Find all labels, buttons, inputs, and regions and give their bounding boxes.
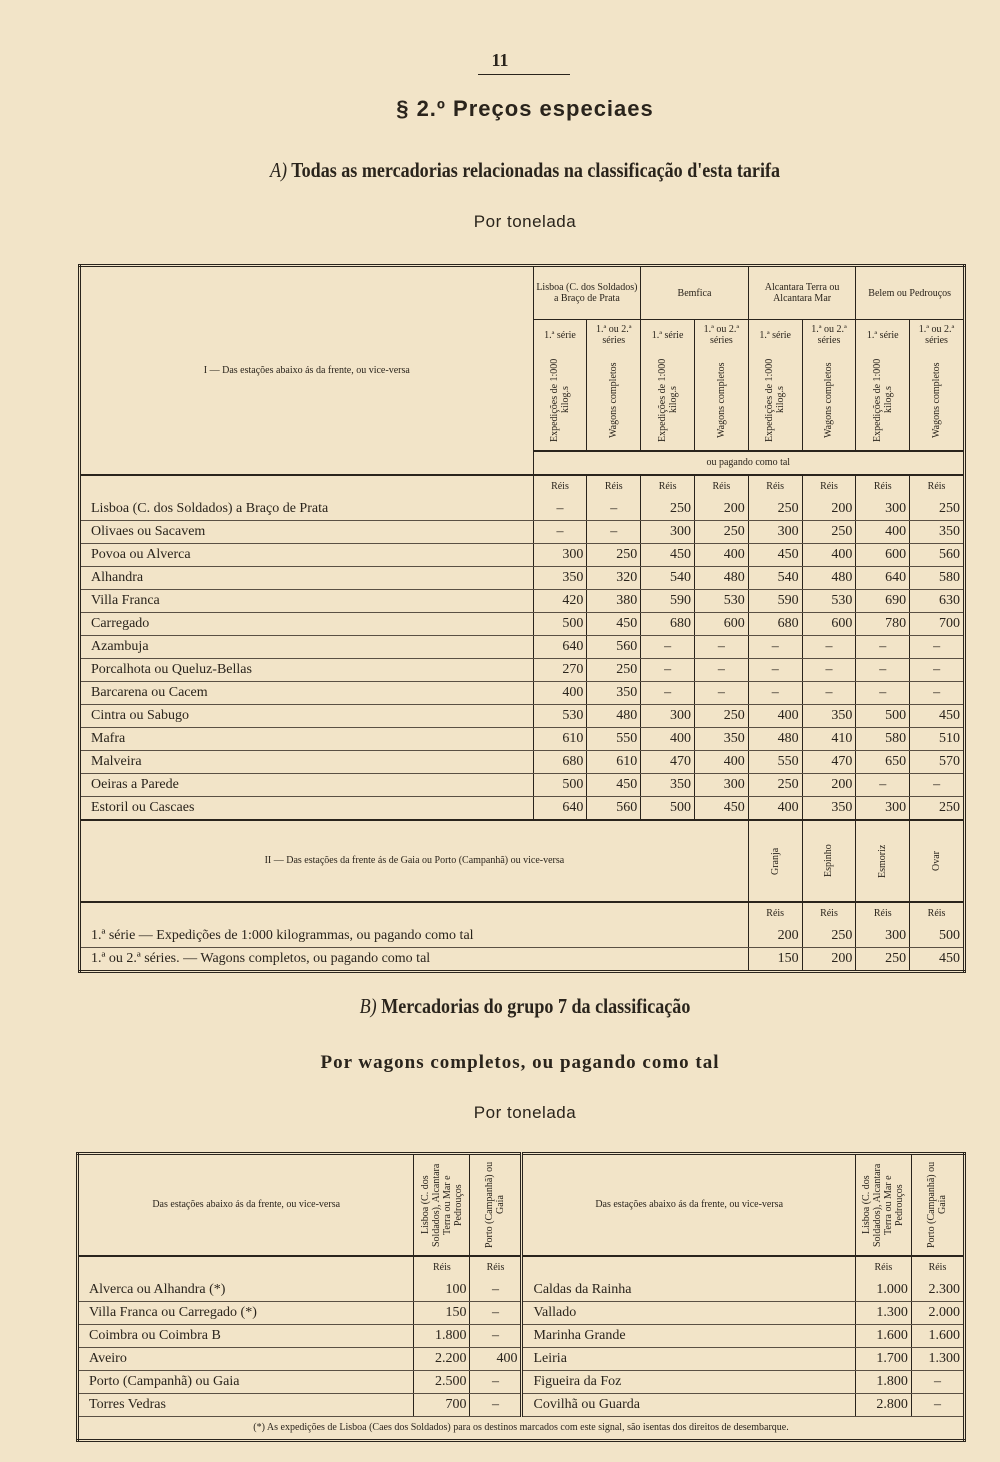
table-a-header-label: I — Das estações abaixo ás da frente, ou vice-versa bbox=[203, 364, 410, 376]
price-cell: 680 bbox=[641, 613, 695, 636]
price-cell: 450 bbox=[587, 774, 641, 797]
exped-header: Expedições de 1:000 kilog.s bbox=[641, 350, 695, 451]
serie-header: 1.ª ou 2.ª séries bbox=[694, 320, 748, 351]
price-cell: 500 bbox=[641, 797, 695, 821]
price-cell: 400 bbox=[748, 797, 802, 821]
reis-label: Réis bbox=[802, 475, 856, 498]
price-cell: 350 bbox=[802, 705, 856, 728]
price-cell: 400 bbox=[694, 544, 748, 567]
price-cell: 450 bbox=[694, 797, 748, 821]
row-label: 1.ª série — Expedições de 1:000 kilogrammas, ou pagando como tal bbox=[80, 925, 749, 948]
price-cell: – bbox=[748, 682, 802, 705]
price-cell: 350 bbox=[641, 774, 695, 797]
price-cell: 400 bbox=[533, 682, 587, 705]
price-cell: 300 bbox=[748, 521, 802, 544]
price-cell: – bbox=[533, 498, 587, 521]
price-cell: – bbox=[802, 682, 856, 705]
table-row bbox=[80, 948, 965, 972]
reis-label: Réis bbox=[910, 475, 965, 498]
price-cell: 1.600 bbox=[911, 1325, 964, 1348]
row-label: Mafra bbox=[80, 728, 534, 751]
serie-header: 1.ª ou 2.ª séries bbox=[802, 320, 856, 351]
row-label: Olivaes ou Sacavem bbox=[80, 521, 534, 544]
reis-label: Réis bbox=[910, 902, 965, 925]
exped-header: Expedições de 1:000 kilog.s bbox=[533, 350, 587, 451]
part2-station: Espinho bbox=[802, 820, 856, 902]
table-row bbox=[80, 705, 965, 728]
price-cell: 350 bbox=[533, 567, 587, 590]
price-cell: – bbox=[470, 1394, 522, 1417]
table-row bbox=[80, 682, 965, 705]
price-cell: 300 bbox=[856, 797, 910, 821]
price-cell: 700 bbox=[414, 1394, 470, 1417]
row-label: Oeiras a Parede bbox=[80, 774, 534, 797]
price-cell: 680 bbox=[748, 613, 802, 636]
row-label: Torres Vedras bbox=[78, 1394, 414, 1417]
unit-b: Por tonelada bbox=[473, 1103, 577, 1122]
reis-label: Réis bbox=[855, 1256, 911, 1279]
price-cell: – bbox=[587, 498, 641, 521]
row-label: Marinha Grande bbox=[522, 1325, 855, 1348]
price-cell: – bbox=[910, 682, 965, 705]
price-cell: 400 bbox=[802, 544, 856, 567]
price-cell: 350 bbox=[587, 682, 641, 705]
price-cell: 1.000 bbox=[855, 1279, 911, 1302]
price-cell: 450 bbox=[910, 705, 965, 728]
price-cell: 480 bbox=[748, 728, 802, 751]
price-cell: 250 bbox=[587, 544, 641, 567]
price-cell: 400 bbox=[470, 1348, 522, 1371]
tariff-table-b bbox=[76, 1152, 966, 1442]
serie-header: 1.ª série bbox=[748, 320, 802, 351]
table-row bbox=[80, 751, 965, 774]
reis-label: Réis bbox=[856, 902, 910, 925]
price-cell: 450 bbox=[910, 948, 965, 972]
price-cell: – bbox=[470, 1279, 522, 1302]
price-cell: – bbox=[694, 636, 748, 659]
price-cell: 150 bbox=[414, 1302, 470, 1325]
price-cell: 250 bbox=[856, 948, 910, 972]
price-cell: 530 bbox=[533, 705, 587, 728]
wagons-header: Wagons completos bbox=[802, 350, 856, 451]
page-number: 11 bbox=[491, 50, 509, 70]
reis-label: Réis bbox=[802, 902, 856, 925]
col-lisboa-header: Lisboa (C. dos Soldados), Alcantara Terra ou Mar e Pedrouços bbox=[414, 1154, 470, 1257]
table-row bbox=[78, 1302, 965, 1325]
price-cell: 300 bbox=[641, 705, 695, 728]
price-cell: 510 bbox=[910, 728, 965, 751]
price-cell: 600 bbox=[856, 544, 910, 567]
price-cell: 250 bbox=[694, 705, 748, 728]
part2-station: Ovar bbox=[910, 820, 965, 902]
station-header: Lisboa (C. dos Soldados) a Braço de Prata bbox=[533, 266, 641, 320]
price-cell: 450 bbox=[748, 544, 802, 567]
row-label: Lisboa (C. dos Soldados) a Braço de Prata bbox=[80, 498, 534, 521]
price-cell: – bbox=[470, 1325, 522, 1348]
price-cell: 250 bbox=[910, 498, 965, 521]
price-cell: 450 bbox=[587, 613, 641, 636]
price-cell: – bbox=[470, 1371, 522, 1394]
subsection-a-letter: A) bbox=[269, 158, 288, 182]
price-cell: 570 bbox=[910, 751, 965, 774]
table-row bbox=[78, 1325, 965, 1348]
price-cell: 640 bbox=[533, 797, 587, 821]
price-cell: 640 bbox=[533, 636, 587, 659]
price-cell: 500 bbox=[533, 613, 587, 636]
table-row bbox=[80, 797, 965, 821]
price-cell: 200 bbox=[802, 498, 856, 521]
price-cell: 580 bbox=[910, 567, 965, 590]
table-row bbox=[78, 1279, 965, 1302]
wagons-header: Wagons completos bbox=[587, 350, 641, 451]
page-number-rule bbox=[478, 74, 570, 75]
price-cell: – bbox=[694, 682, 748, 705]
price-cell: 480 bbox=[802, 567, 856, 590]
price-cell: 300 bbox=[856, 925, 910, 948]
price-cell: 2.300 bbox=[911, 1279, 964, 1302]
row-label: Alverca ou Alhandra (*) bbox=[78, 1279, 414, 1302]
reis-label: Réis bbox=[587, 475, 641, 498]
price-cell: 380 bbox=[587, 590, 641, 613]
price-cell: 540 bbox=[641, 567, 695, 590]
reis-label: Réis bbox=[641, 475, 695, 498]
price-cell: 250 bbox=[694, 521, 748, 544]
price-cell: 560 bbox=[587, 636, 641, 659]
price-cell: – bbox=[910, 636, 965, 659]
part2-label: II — Das estações da frente ás de Gaia ou Porto (Campanhã) ou vice-versa bbox=[80, 820, 749, 902]
subsection-a-title bbox=[74, 158, 977, 183]
ou-pagando-note: ou pagando como tal bbox=[533, 451, 964, 475]
price-cell: 1.700 bbox=[855, 1348, 911, 1371]
wagons-heading: Por wagons completos, ou pagando como tal bbox=[320, 1052, 720, 1073]
unit-a: Por tonelada bbox=[473, 212, 577, 231]
price-cell: 2.000 bbox=[911, 1302, 964, 1325]
price-cell: 2.800 bbox=[855, 1394, 911, 1417]
price-cell: 350 bbox=[694, 728, 748, 751]
price-cell: – bbox=[470, 1302, 522, 1325]
subsection-b-text: Mercadorias do grupo 7 da classificação bbox=[381, 994, 691, 1018]
price-cell: 350 bbox=[910, 521, 965, 544]
table-row bbox=[80, 659, 965, 682]
row-label: Azambuja bbox=[80, 636, 534, 659]
price-cell: 300 bbox=[641, 521, 695, 544]
table-b-right-header: Das estações abaixo ás da frente, ou vice-versa bbox=[522, 1154, 855, 1257]
tariff-table-a bbox=[78, 264, 966, 973]
price-cell: 400 bbox=[694, 751, 748, 774]
price-cell: – bbox=[587, 521, 641, 544]
table-row bbox=[80, 925, 965, 948]
price-cell: 480 bbox=[694, 567, 748, 590]
row-label: 1.ª ou 2.ª séries. — Wagons completos, ou pagando como tal bbox=[80, 948, 749, 972]
price-cell: 600 bbox=[694, 613, 748, 636]
reis-spacer bbox=[522, 1256, 855, 1279]
col-porto-header: Porto (Campanhã) ou Gaia bbox=[911, 1154, 964, 1257]
price-cell: 650 bbox=[856, 751, 910, 774]
serie-header: 1.ª série bbox=[533, 320, 587, 351]
row-label: Barcarena ou Cacem bbox=[80, 682, 534, 705]
price-cell: 200 bbox=[694, 498, 748, 521]
price-cell: 250 bbox=[641, 498, 695, 521]
price-cell: 500 bbox=[533, 774, 587, 797]
row-label: Porto (Campanhã) ou Gaia bbox=[78, 1371, 414, 1394]
price-cell: 630 bbox=[910, 590, 965, 613]
price-cell: 2.200 bbox=[414, 1348, 470, 1371]
reis-spacer bbox=[78, 1256, 414, 1279]
serie-header: 1.ª série bbox=[641, 320, 695, 351]
table-b-left-header: Das estações abaixo ás da frente, ou vice-versa bbox=[152, 1199, 341, 1210]
footnote: (*) As expedições de Lisboa (Caes dos Soldados) para os destinos marcados com este signal, são isentas dos direitos de desembarque. bbox=[78, 1417, 965, 1441]
row-label: Figueira da Foz bbox=[522, 1371, 855, 1394]
station-header: Alcantara Terra ou Alcantara Mar bbox=[748, 266, 856, 320]
price-cell: 200 bbox=[802, 774, 856, 797]
row-label: Vallado bbox=[522, 1302, 855, 1325]
price-cell: – bbox=[856, 636, 910, 659]
price-cell: – bbox=[910, 659, 965, 682]
price-cell: 500 bbox=[910, 925, 965, 948]
price-cell: – bbox=[911, 1394, 964, 1417]
price-cell: 320 bbox=[587, 567, 641, 590]
table-row bbox=[80, 613, 965, 636]
part2-station: Granja bbox=[748, 820, 802, 902]
col-porto-header: Porto (Campanhã) ou Gaia bbox=[470, 1154, 522, 1257]
price-cell: – bbox=[748, 636, 802, 659]
price-cell: 2.500 bbox=[414, 1371, 470, 1394]
price-cell: – bbox=[641, 659, 695, 682]
wagons-header: Wagons completos bbox=[694, 350, 748, 451]
reis-label: Réis bbox=[911, 1256, 964, 1279]
price-cell: 420 bbox=[533, 590, 587, 613]
price-cell: 1.300 bbox=[855, 1302, 911, 1325]
table-row bbox=[80, 774, 965, 797]
price-cell: 400 bbox=[856, 521, 910, 544]
price-cell: 690 bbox=[856, 590, 910, 613]
price-cell: 250 bbox=[748, 498, 802, 521]
price-cell: 150 bbox=[748, 948, 802, 972]
reis-spacer bbox=[80, 902, 749, 925]
reis-label: Réis bbox=[748, 475, 802, 498]
price-cell: – bbox=[856, 659, 910, 682]
price-cell: 780 bbox=[856, 613, 910, 636]
price-cell: 1.800 bbox=[414, 1325, 470, 1348]
price-cell: 590 bbox=[748, 590, 802, 613]
price-cell: – bbox=[694, 659, 748, 682]
row-label: Villa Franca bbox=[80, 590, 534, 613]
price-cell: 560 bbox=[910, 544, 965, 567]
station-header: Bemfica bbox=[641, 266, 749, 320]
price-cell: 480 bbox=[587, 705, 641, 728]
wagons-header: Wagons completos bbox=[910, 350, 965, 451]
table-row bbox=[80, 544, 965, 567]
reis-label: Réis bbox=[694, 475, 748, 498]
table-row bbox=[78, 1371, 965, 1394]
price-cell: – bbox=[802, 659, 856, 682]
price-cell: 200 bbox=[802, 948, 856, 972]
row-label: Cintra ou Sabugo bbox=[80, 705, 534, 728]
price-cell: 610 bbox=[533, 728, 587, 751]
reis-label: Réis bbox=[414, 1256, 470, 1279]
price-cell: 610 bbox=[587, 751, 641, 774]
table-row bbox=[80, 636, 965, 659]
serie-header: 1.ª ou 2.ª séries bbox=[910, 320, 965, 351]
table-row bbox=[78, 1348, 965, 1371]
price-cell: 450 bbox=[641, 544, 695, 567]
table-row bbox=[80, 728, 965, 751]
row-label: Leiria bbox=[522, 1348, 855, 1371]
reis-label: Réis bbox=[470, 1256, 522, 1279]
price-cell: 550 bbox=[587, 728, 641, 751]
price-cell: 300 bbox=[694, 774, 748, 797]
price-cell: 680 bbox=[533, 751, 587, 774]
price-cell: 640 bbox=[856, 567, 910, 590]
price-cell: 540 bbox=[748, 567, 802, 590]
price-cell: – bbox=[911, 1371, 964, 1394]
reis-label: Réis bbox=[856, 475, 910, 498]
row-label: Villa Franca ou Carregado (*) bbox=[78, 1302, 414, 1325]
price-cell: 350 bbox=[802, 797, 856, 821]
section-title: § 2.º Preços especiaes bbox=[396, 96, 654, 121]
subsection-b-letter: B) bbox=[359, 994, 377, 1018]
row-label: Porcalhota ou Queluz-Bellas bbox=[80, 659, 534, 682]
row-label: Povoa ou Alverca bbox=[80, 544, 534, 567]
price-cell: 550 bbox=[748, 751, 802, 774]
table-row bbox=[80, 590, 965, 613]
price-cell: 250 bbox=[910, 797, 965, 821]
price-cell: – bbox=[748, 659, 802, 682]
price-cell: 250 bbox=[802, 925, 856, 948]
price-cell: 470 bbox=[641, 751, 695, 774]
price-cell: 500 bbox=[856, 705, 910, 728]
price-cell: 530 bbox=[694, 590, 748, 613]
subsection-a-text: Todas as mercadorias relacionadas na classificação d'esta tarifa bbox=[291, 158, 781, 182]
row-label: Caldas da Rainha bbox=[522, 1279, 855, 1302]
row-label: Alhandra bbox=[80, 567, 534, 590]
price-cell: 270 bbox=[533, 659, 587, 682]
price-cell: 400 bbox=[641, 728, 695, 751]
row-label: Estoril ou Cascaes bbox=[80, 797, 534, 821]
price-cell: 590 bbox=[641, 590, 695, 613]
col-lisboa-header: Lisboa (C. dos Soldados), Alcantara Terra ou Mar e Pedrouços bbox=[855, 1154, 911, 1257]
price-cell: – bbox=[910, 774, 965, 797]
table-row bbox=[80, 567, 965, 590]
exped-header: Expedições de 1:000 kilog.s bbox=[748, 350, 802, 451]
table-row bbox=[80, 521, 965, 544]
price-cell: 600 bbox=[802, 613, 856, 636]
price-cell: 1.600 bbox=[855, 1325, 911, 1348]
price-cell: 400 bbox=[748, 705, 802, 728]
reis-label: Réis bbox=[533, 475, 587, 498]
reis-spacer bbox=[80, 475, 534, 498]
row-label: Covilhã ou Guarda bbox=[522, 1394, 855, 1417]
price-cell: 200 bbox=[748, 925, 802, 948]
price-cell: – bbox=[802, 636, 856, 659]
price-cell: 250 bbox=[802, 521, 856, 544]
price-cell: – bbox=[856, 682, 910, 705]
price-cell: 530 bbox=[802, 590, 856, 613]
price-cell: 700 bbox=[910, 613, 965, 636]
part2-station: Esmoriz bbox=[856, 820, 910, 902]
price-cell: 470 bbox=[802, 751, 856, 774]
price-cell: 410 bbox=[802, 728, 856, 751]
exped-header: Expedições de 1:000 kilog.s bbox=[856, 350, 910, 451]
serie-header: 1.ª série bbox=[856, 320, 910, 351]
price-cell: 300 bbox=[533, 544, 587, 567]
subsection-b-title bbox=[74, 994, 977, 1019]
reis-label: Réis bbox=[748, 902, 802, 925]
table-row bbox=[80, 498, 965, 521]
price-cell: 250 bbox=[587, 659, 641, 682]
price-cell: 100 bbox=[414, 1279, 470, 1302]
price-cell: 300 bbox=[856, 498, 910, 521]
table-row bbox=[78, 1394, 965, 1417]
row-label: Carregado bbox=[80, 613, 534, 636]
price-cell: 580 bbox=[856, 728, 910, 751]
price-cell: – bbox=[641, 636, 695, 659]
price-cell: 250 bbox=[748, 774, 802, 797]
serie-header: 1.ª ou 2.ª séries bbox=[587, 320, 641, 351]
station-header: Belem ou Pedrouços bbox=[856, 266, 965, 320]
price-cell: – bbox=[856, 774, 910, 797]
price-cell: 560 bbox=[587, 797, 641, 821]
price-cell: – bbox=[533, 521, 587, 544]
row-label: Aveiro bbox=[78, 1348, 414, 1371]
price-cell: 1.800 bbox=[855, 1371, 911, 1394]
row-label: Coimbra ou Coimbra B bbox=[78, 1325, 414, 1348]
price-cell: 1.300 bbox=[911, 1348, 964, 1371]
price-cell: – bbox=[641, 682, 695, 705]
row-label: Malveira bbox=[80, 751, 534, 774]
